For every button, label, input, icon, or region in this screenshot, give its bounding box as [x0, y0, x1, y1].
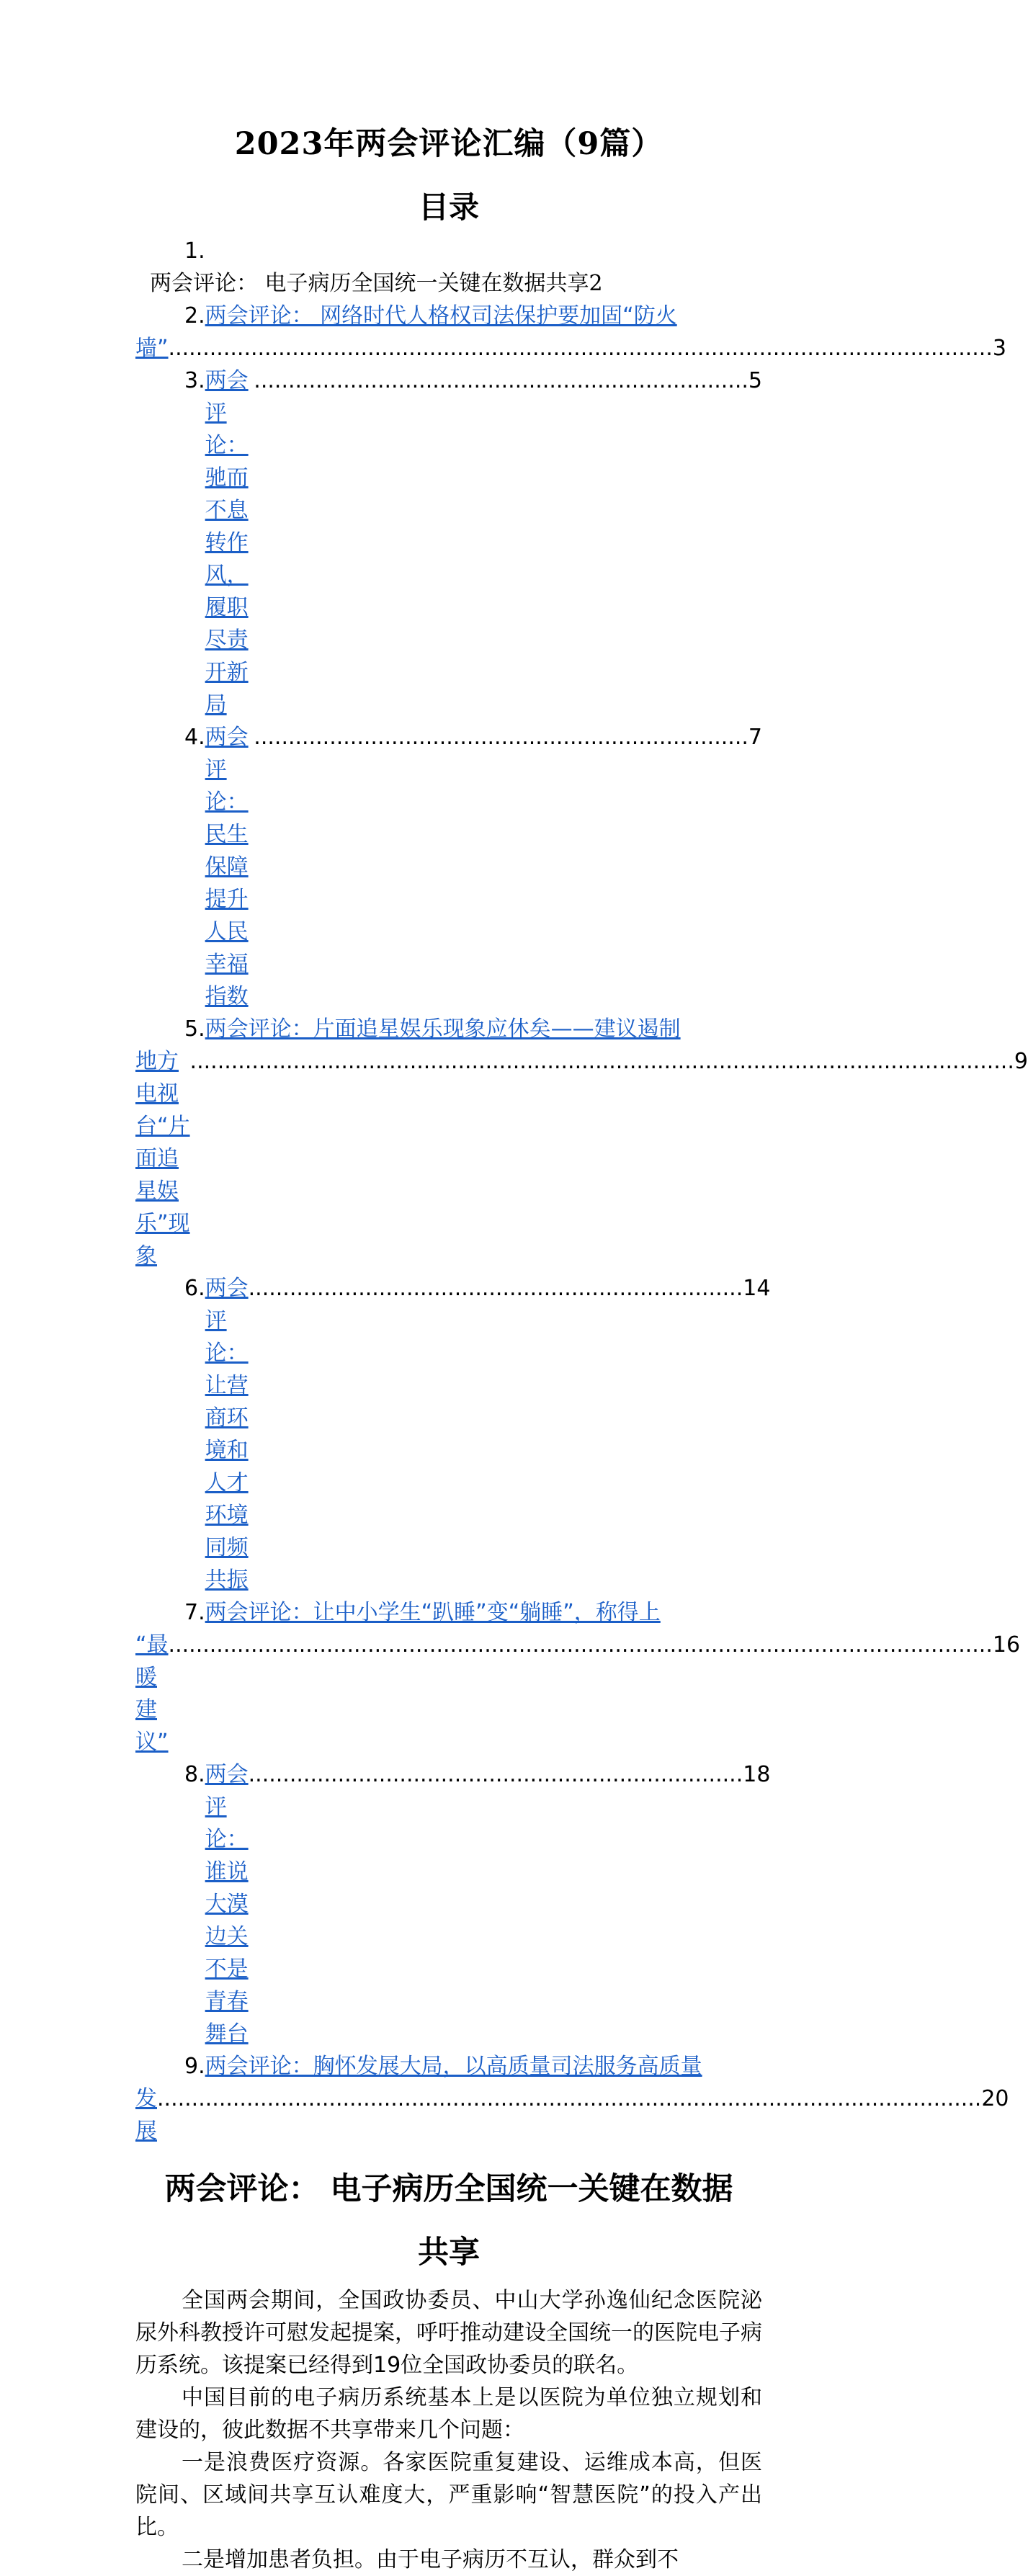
- toc-link-continued[interactable]: “最暖建议”: [135, 1632, 169, 1755]
- toc-entry-page: 20: [981, 2086, 1009, 2111]
- toc-entry-3[interactable]: [135, 365, 762, 721]
- toc-entry-page: 2: [589, 271, 603, 296]
- toc-leader-dots: ........................................................................: [248, 1276, 743, 1301]
- toc-entry-text: 两会评论： 电子病历全国统一关键在数据共享: [150, 271, 589, 296]
- toc-leader-dots: ........................................................................................................................: [168, 1632, 993, 1658]
- toc-entry-page: 9: [1014, 1049, 1028, 1074]
- toc-leader-dots: ........................................................................: [254, 368, 748, 393]
- document-page: [135, 108, 1028, 2576]
- toc-entry-number: 2.: [184, 303, 205, 328]
- toc-entry-page: 16: [992, 1632, 1021, 1658]
- toc-entry-9[interactable]: [135, 2050, 1009, 2147]
- toc-link-continued[interactable]: 墙”: [135, 336, 169, 361]
- toc-leader-dots: ........................................................................................................................: [168, 336, 993, 361]
- toc-link[interactable]: 两会评论：让营商环境和人才环境同频共振: [205, 1276, 249, 1593]
- toc-leader-dots: ........................................................................................................................: [157, 2086, 982, 2111]
- toc-entry-8[interactable]: [135, 1758, 771, 2050]
- toc-link[interactable]: 两会评论：让中小学生“趴睡”变“躺睡”，称得上: [205, 1600, 661, 1625]
- toc-link[interactable]: 两会评论：驰而不息转作风，履职尽责开新局: [205, 368, 249, 717]
- toc-leader-dots: ........................................................................: [254, 725, 748, 750]
- article-body: [135, 2284, 762, 2576]
- toc-link[interactable]: 两会评论： 网络时代人格权司法保护要加固“防火: [205, 303, 677, 328]
- table-of-contents: [135, 235, 1028, 2147]
- toc-entry-number: 9.: [184, 2054, 205, 2079]
- toc-link-continued[interactable]: 发展: [135, 2086, 157, 2144]
- article-paragraph: 一是浪费医疗资源。各家医院重复建设、运维成本高，但医院间、区域间共享互认难度大，严重影响“智慧医院”的投入产出比。: [135, 2450, 762, 2540]
- toc-link[interactable]: 两会评论：片面追星娱乐现象应休矣——建议遏制: [205, 1016, 681, 1042]
- document-title: 2023年两会评论汇编（9篇）: [234, 126, 663, 162]
- toc-link[interactable]: 两会评论：谁说大漠边关不是青春舞台: [205, 1762, 249, 2047]
- toc-entry-number: 1.: [184, 238, 205, 264]
- article-paragraph: 中国目前的电子病历系统基本上是以医院为单位独立规划和建设的，彼此数据不共享带来几个问题：: [135, 2385, 762, 2443]
- article-title-line: 两会评论： 电子病历全国统一关键在数据: [164, 2171, 733, 2207]
- toc-entry-number: 6.: [184, 1276, 205, 1301]
- toc-heading: 目录: [418, 189, 479, 225]
- toc-leader-dots: ........................................................................: [248, 1762, 743, 1787]
- toc-entry-page: 7: [748, 725, 762, 750]
- toc-entry-6[interactable]: [135, 1272, 771, 1596]
- toc-entry-number: 4.: [184, 725, 205, 750]
- toc-entry-number: 7.: [184, 1600, 205, 1625]
- toc-entry-page: 3: [992, 336, 1006, 361]
- toc-entry-number: 8.: [184, 1762, 205, 1787]
- article-title: [135, 2157, 762, 2284]
- toc-entry-1[interactable]: [135, 235, 762, 300]
- toc-entry-4[interactable]: [135, 721, 762, 1013]
- toc-entry-2[interactable]: [135, 300, 1006, 365]
- article-paragraph: 二是增加患者负担。由于电子病历不互认，群众到不: [182, 2547, 679, 2572]
- article-paragraph: 全国两会期间，全国政协委员、中山大学孙逸仙纪念医院泌尿外科教授许可慰发起提案，呼吁推动建设全国统一的医院电子病历系统。该提案已经得到19位全国政协委员的联名。: [135, 2288, 762, 2378]
- toc-entry-page: 14: [743, 1276, 771, 1301]
- toc-entry-page: 18: [743, 1762, 771, 1787]
- toc-entry-5[interactable]: [135, 1013, 1028, 1272]
- toc-leader-dots: ........................................................................................................................: [189, 1049, 1014, 1074]
- article-title-line: 共享: [418, 2235, 480, 2271]
- toc-link[interactable]: 两会评论：民生保障提升人民幸福指数: [205, 725, 249, 1009]
- toc-link[interactable]: 两会评论：胸怀发展大局，以高质量司法服务高质量: [205, 2054, 702, 2079]
- toc-entry-number: 5.: [184, 1016, 205, 1042]
- toc-entry-page: 5: [748, 368, 762, 393]
- toc-entry-number: 3.: [184, 368, 205, 393]
- toc-entry-7[interactable]: [135, 1596, 1021, 1758]
- toc-link-continued[interactable]: 地方电视台“片面追星娱乐”现象: [135, 1049, 190, 1269]
